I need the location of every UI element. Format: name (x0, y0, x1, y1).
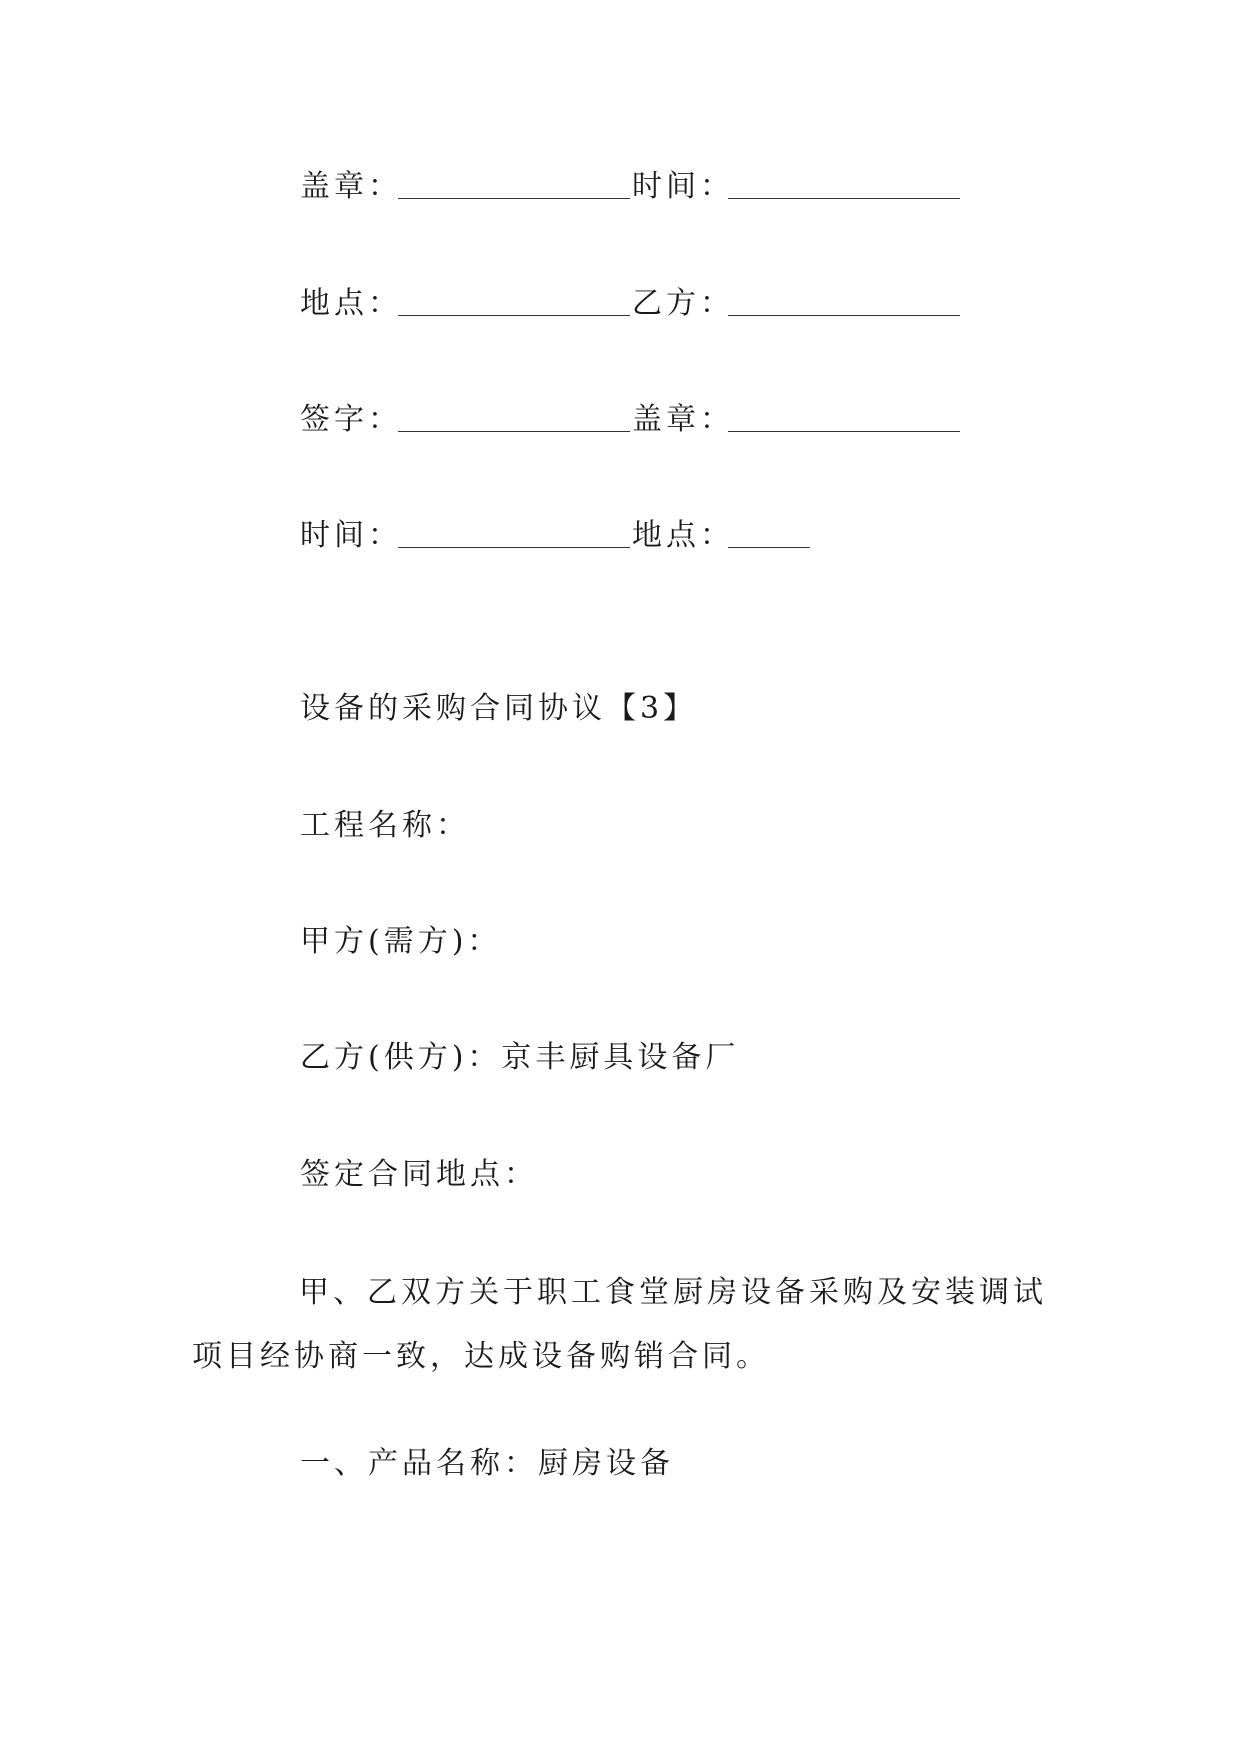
sign-row4-left-label: 时间： (300, 518, 402, 553)
sign-row2-right-blank (728, 315, 960, 316)
item1-product-name: 一、产品名称：厨房设备 (300, 1446, 674, 1481)
party-b-label: 乙方(供方)：京丰厨具设备厂 (300, 1040, 740, 1075)
intro-paragraph: 甲、乙双方关于职工食堂厨房设备采购及安装调试项目经协商一致，达成设备购销合同。 (192, 1275, 1047, 1374)
section-title: 设备的采购合同协议【3】 (300, 691, 698, 726)
sign-row4-left-blank (398, 547, 630, 548)
sign-row3-left-blank (398, 431, 630, 432)
sign-row3-left-label: 签字： (300, 402, 402, 437)
sign-row1-right-blank (728, 198, 960, 199)
sign-row4-right-blank (728, 547, 810, 548)
party-a-label: 甲方(需方)： (300, 924, 502, 959)
sign-row3-right-blank (728, 431, 960, 432)
sign-row4-right-label: 地点： (632, 518, 734, 553)
project-name-label: 工程名称： (300, 808, 470, 843)
sign-row1-right-label: 时间： (632, 169, 734, 204)
sign-row2-right-label: 乙方： (632, 286, 734, 321)
sign-row1-left-blank (398, 198, 630, 199)
sign-row1-left-label: 盖章： (300, 169, 402, 204)
signing-place-label: 签定合同地点： (300, 1157, 538, 1192)
sign-row2-left-label: 地点： (300, 286, 402, 321)
sign-row2-left-blank (398, 315, 630, 316)
sign-row3-right-label: 盖章： (632, 402, 734, 437)
